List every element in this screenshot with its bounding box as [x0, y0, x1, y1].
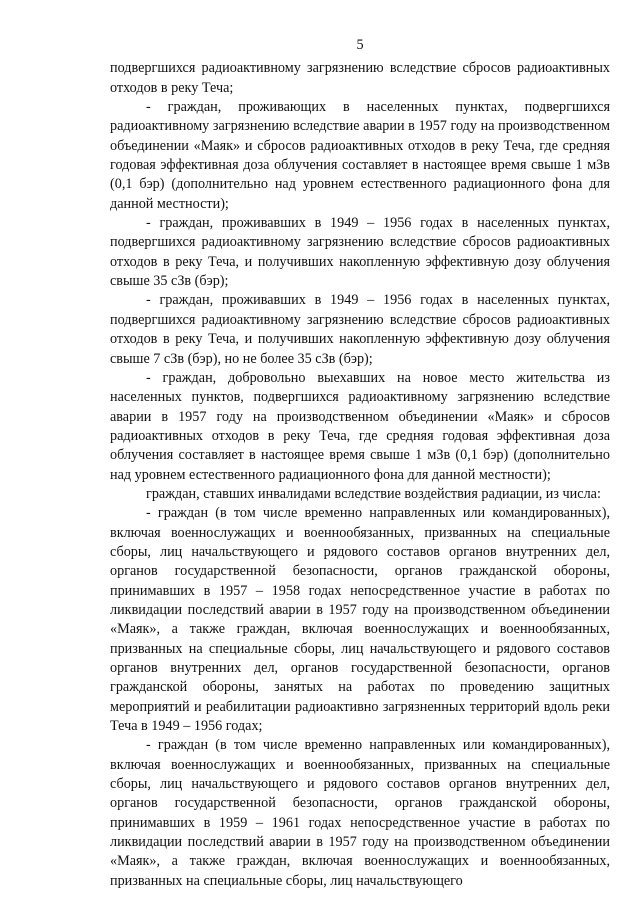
document-page	[110, 36, 610, 891]
paragraph: - граждан, проживающих в населенных пунктах, подвергшихся радиоактивному загрязнению вследствие аварии в 1957 году на производственном объединении «Маяк» и сбросов радиоактивных отходов в реку Теча, где средняя годовая эффективная доза облучения составляет в настоящее время свыше 1 мЗв (0,1 бэр) (дополнительно над уровнем естественного радиационного фона для данной местности);	[110, 99, 610, 212]
paragraph: - граждан (в том числе временно направленных или командированных), включая военнослужащих и военнообязанных, призванных на специальные сборы, лиц начальствующего и рядового составов органов внутренних дел, органов государственной безопасности, органов гражданской обороны, принимавших в 1959 – 1961 годах непосредственное участие в работах по ликвидации последствий аварии в 1957 году на производственном объединении «Маяк», а также граждан, включая военнослужащих и военнообязанных, призванных на специальные сборы, лиц начальствующего	[110, 737, 610, 889]
paragraph: - граждан (в том числе временно направленных или командированных), включая военнослужащих и военнообязанных, призванных на специальные сборы, лиц начальствующего и рядового составов органов внутренних дел, органов государственной безопасности, органов гражданской обороны, принимавших в 1957 – 1958 годах непосредственное участие в работах по ликвидации последствий аварии в 1957 году на производственном объединении «Маяк», а также граждан, включая военнослужащих и военнообязанных, призванных на специальные сборы, лиц начальствующего и рядового составов органов внутренних дел, органов государственной безопасности, органов гражданской обороны, занятых на работах по проведению защитных мероприятий и реабилитации радиоактивно загрязненных территорий вдоль реки Теча в 1949 – 1956 годах;	[110, 505, 610, 735]
paragraph: - граждан, проживавших в 1949 – 1956 годах в населенных пунктах, подвергшихся радиоактивному загрязнению вследствие сбросов радиоактивных отходов в реку Теча, и получивших накопленную эффективную дозу облучения свыше 35 сЗв (бэр);	[110, 215, 610, 290]
paragraph: - граждан, добровольно выехавших на новое место жительства из населенных пунктов, подвергшихся радиоактивному загрязнению вследствие аварии в 1957 году на производственном объединении «Маяк» и сбросов радиоактивных отходов в реку Теча, где средняя годовая эффективная доза облучения составляет в настоящее время свыше 1 мЗв (0,1 бэр) (дополнительно над уровнем естественного радиационного фона для данной местности);	[110, 369, 610, 483]
paragraph: подвергшихся радиоактивному загрязнению вследствие сбросов радиоактивных отходов в реку Теча;	[110, 60, 610, 96]
page-number: 5	[356, 37, 364, 53]
paragraph: - граждан, проживавших в 1949 – 1956 годах в населенных пунктах, подвергшихся радиоактивному загрязнению вследствие сбросов радиоактивных отходов в реку Теча, и получивших накопленную эффективную дозу облучения свыше 7 сЗв (бэр), но не более 35 сЗв (бэр);	[110, 292, 610, 367]
paragraph: граждан, ставших инвалидами вследствие воздействия радиации, из числа:	[146, 485, 601, 502]
